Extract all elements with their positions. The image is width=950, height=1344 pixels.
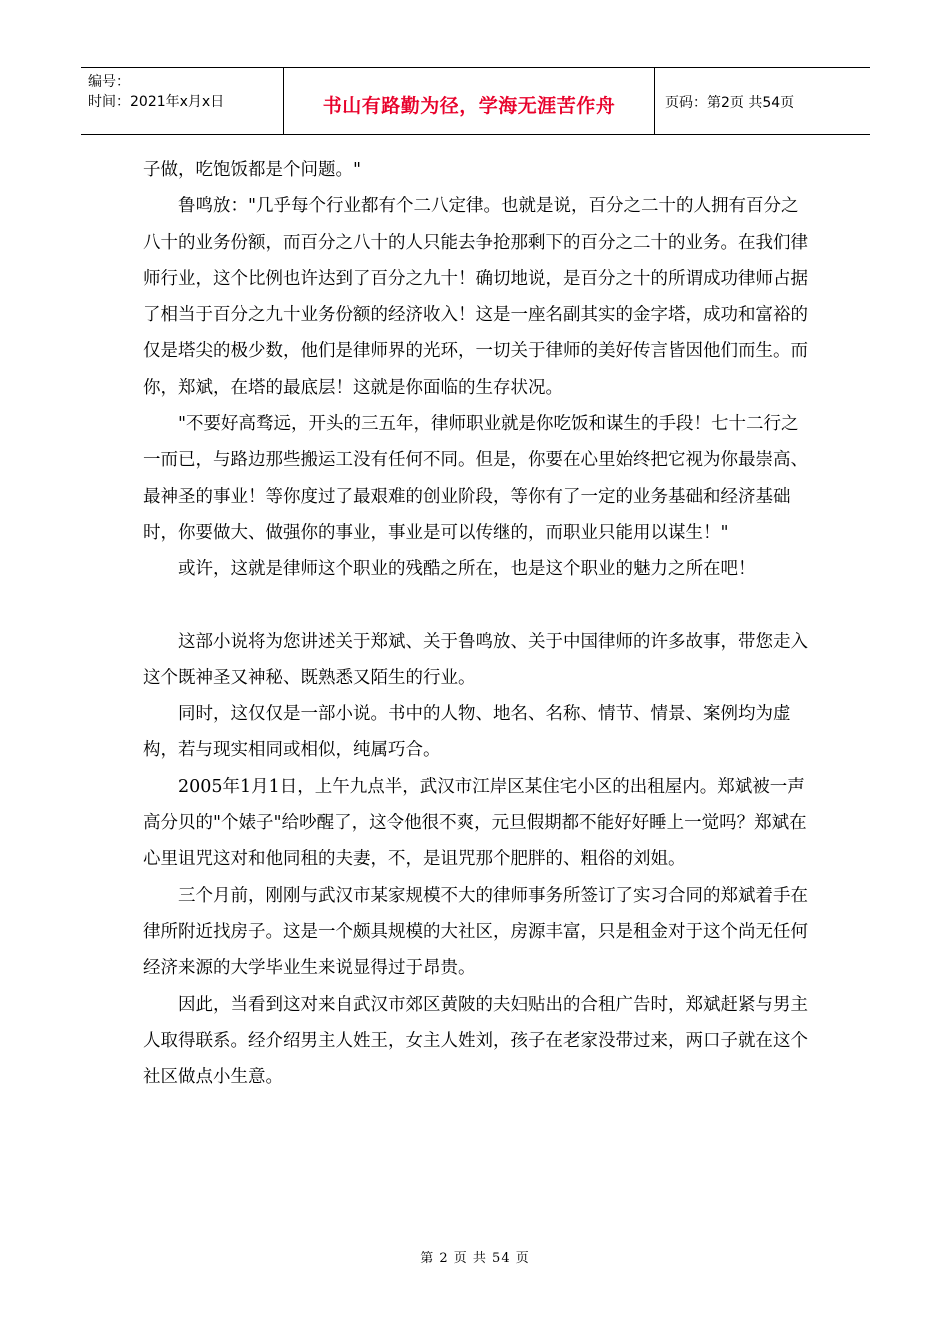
body-paragraph: 或许，这就是律师这个职业的残酷之所在，也是这个职业的魅力之所在吧！ (178, 559, 756, 580)
body-paragraph: 子做，吃饱饭都是个问题。" (143, 160, 362, 180)
body-paragraph: 2005年1月1日，上午九点半，武汉市江岸区某住宅小区的出租屋内。郑斌被一声高分贝的"个婊子"给吵醒了，这令他很不爽，元旦假期都不能好好睡上一觉吗？郑斌在心里诅咒这对和他同租的夫妻，不，是诅咒那个肥胖的、粗俗的刘姐。 (143, 776, 807, 870)
body-paragraph: 三个月前，刚刚与武汉市某家规模不大的律师事务所签订了实习合同的郑斌着手在律所附近找房子。这是一个颇具规模的大社区，房源丰富，只是租金对于这个尚无任何经济来源的大学毕业生来说显得过于昂贵。 (143, 885, 808, 979)
header-page-info: 页码：第2页 共54页 (665, 95, 795, 111)
body-paragraph: 因此，当看到这对来自武汉市郊区黄陂的夫妇贴出的合租广告时，郑斌赶紧与男主人取得联系。经介绍男主人姓王，女主人姓刘，孩子在老家没带过来，两口子就在这个社区做点小生意。 (143, 994, 808, 1088)
header-motto-cell (283, 68, 655, 134)
body-paragraph: "不要好高骛远，开头的三五年，律师职业就是你吃饭和谋生的手段！七十二行之一而已，与路边那些搬运工没有任何不同。但是，你要在心里始终把它视为你最崇高、最神圣的事业！等你度过了最艰难的创业阶段，等你有了一定的业务基础和经济基础时，你要做大、做强你的事业，事业是可以传继的，而职业只能用以谋生！" (143, 414, 808, 543)
footer-page-number: 第 2 页 共 54 页 (420, 1251, 530, 1266)
header-motto: 书山有路勤为径，学海无涯苦作舟 (322, 94, 616, 117)
body-paragraph: 鲁鸣放："几乎每个行业都有个二八定律。也就是说，百分之二十的人拥有百分之八十的业务份额，而百分之八十的人只能去争抢那剩下的百分之二十的业务。在我们律师行业，这个比例也许达到了百分之九十！确切地说，是百分之十的所谓成功律师占据了相当于百分之九十业务份额的经济收入！这是一座名副其实的金字塔，成功和富裕的仅是塔尖的极少数，他们是律师界的光环，一切关于律师的美好传言皆因他们而生。而你，郑斌，在塔的最底层！这就是你面临的生存状况。 (143, 196, 808, 398)
document-time-label: 时间：2021年x月x日 (88, 94, 225, 110)
paragraph-spacer (143, 588, 813, 624)
page-header (81, 67, 870, 135)
document-number-label: 编号： (88, 74, 130, 90)
document-body (143, 152, 813, 1095)
header-meta-cell (81, 68, 283, 134)
body-paragraph: 这部小说将为您讲述关于郑斌、关于鲁鸣放、关于中国律师的许多故事，带您走入这个既神圣又神秘、既熟悉又陌生的行业。 (143, 631, 808, 688)
header-page-cell (655, 68, 870, 134)
body-paragraph: 同时，这仅仅是一部小说。书中的人物、地名、名称、情节、情景、案例均为虚构，若与现实相同或相似，纯属巧合。 (143, 704, 791, 761)
page-footer (0, 1247, 950, 1266)
